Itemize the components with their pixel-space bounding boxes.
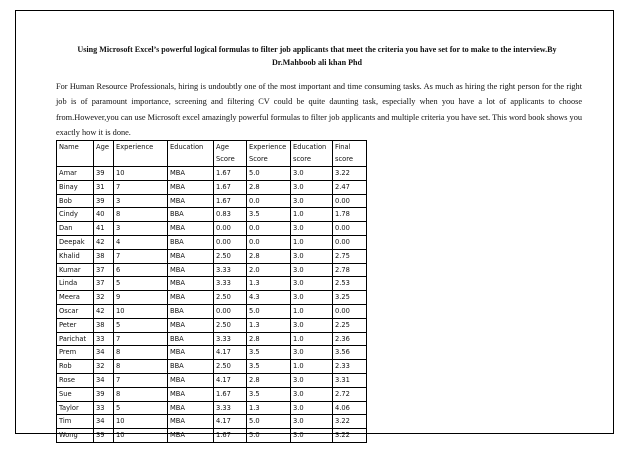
cell-age-score: 2.50 <box>214 318 247 332</box>
cell-education-score: 1.0 <box>291 332 333 346</box>
document-title: Using Microsoft Excel’s powerful logical formulas to filter job applicants that meet the criteria you have set for to make to the interview.By Dr.Mahboob ali khan Phd <box>77 45 557 67</box>
cell-experience-score: 3.5 <box>247 360 291 374</box>
cell-age-score: 0.00 <box>214 235 247 249</box>
cell-name: Oscar <box>57 304 94 318</box>
cell-age: 34 <box>94 415 114 429</box>
table-row <box>57 180 367 194</box>
cell-experience: 7 <box>114 249 168 263</box>
cell-age: 38 <box>94 249 114 263</box>
cell-name: Sue <box>57 387 94 401</box>
cell-experience-score: 5.0 <box>247 429 291 443</box>
cell-final-score: 3.22 <box>333 415 367 429</box>
cell-name: Binay <box>57 180 94 194</box>
header-name: Name <box>57 141 94 167</box>
table-row <box>57 318 367 332</box>
table-row <box>57 235 367 249</box>
cell-final-score: 2.47 <box>333 180 367 194</box>
header-education: Education <box>168 141 214 167</box>
cell-experience: 7 <box>114 180 168 194</box>
cell-final-score: 2.36 <box>333 332 367 346</box>
cell-experience-score: 5.0 <box>247 304 291 318</box>
cell-age-score: 0.83 <box>214 208 247 222</box>
cell-final-score: 2.75 <box>333 249 367 263</box>
cell-education: MBA <box>168 415 214 429</box>
cell-final-score: 1.78 <box>333 208 367 222</box>
cell-final-score: 4.06 <box>333 401 367 415</box>
table-row <box>57 332 367 346</box>
cell-name: Peter <box>57 318 94 332</box>
table-row <box>57 222 367 236</box>
cell-age: 39 <box>94 387 114 401</box>
cell-education-score: 3.0 <box>291 373 333 387</box>
cell-age-score: 2.50 <box>214 249 247 263</box>
cell-education-score: 3.0 <box>291 263 333 277</box>
cell-education: MBA <box>168 401 214 415</box>
cell-experience: 7 <box>114 332 168 346</box>
table-header-row <box>57 141 367 167</box>
cell-education-score: 3.0 <box>291 167 333 181</box>
cell-name: Taylor <box>57 401 94 415</box>
cell-education: MBA <box>168 222 214 236</box>
cell-age-score: 1.67 <box>214 194 247 208</box>
cell-name: Prem <box>57 346 94 360</box>
cell-name: Rose <box>57 373 94 387</box>
cell-experience-score: 5.0 <box>247 415 291 429</box>
cell-experience: 5 <box>114 401 168 415</box>
cell-age-score: 3.33 <box>214 332 247 346</box>
cell-experience-score: 0.0 <box>247 235 291 249</box>
cell-name: Linda <box>57 277 94 291</box>
cell-experience-score: 0.0 <box>247 222 291 236</box>
cell-final-score: 2.72 <box>333 387 367 401</box>
cell-education-score: 3.0 <box>291 291 333 305</box>
cell-experience-score: 4.3 <box>247 291 291 305</box>
table-row <box>57 277 367 291</box>
cell-age-score: 4.17 <box>214 415 247 429</box>
cell-experience-score: 2.8 <box>247 373 291 387</box>
cell-education-score: 3.0 <box>291 277 333 291</box>
cell-final-score: 3.22 <box>333 429 367 443</box>
cell-education-score: 3.0 <box>291 180 333 194</box>
cell-education: BBA <box>168 235 214 249</box>
cell-age-score: 3.33 <box>214 401 247 415</box>
cell-education: MBA <box>168 429 214 443</box>
cell-education: MBA <box>168 277 214 291</box>
cell-age: 33 <box>94 401 114 415</box>
cell-age: 37 <box>94 277 114 291</box>
cell-experience-score: 3.5 <box>247 346 291 360</box>
cell-education: BBA <box>168 332 214 346</box>
cell-education-score: 3.0 <box>291 318 333 332</box>
cell-experience: 5 <box>114 318 168 332</box>
cell-education: MBA <box>168 263 214 277</box>
cell-education-score: 3.0 <box>291 346 333 360</box>
header-age: Age <box>94 141 114 167</box>
cell-age: 34 <box>94 373 114 387</box>
table-row <box>57 249 367 263</box>
cell-name: Wong <box>57 429 94 443</box>
cell-age: 33 <box>94 332 114 346</box>
cell-age-score: 1.67 <box>214 387 247 401</box>
cell-name: Deepak <box>57 235 94 249</box>
cell-experience: 3 <box>114 194 168 208</box>
cell-age: 32 <box>94 360 114 374</box>
cell-experience: 10 <box>114 167 168 181</box>
cell-age: 32 <box>94 291 114 305</box>
cell-experience-score: 1.3 <box>247 318 291 332</box>
cell-experience-score: 2.0 <box>247 263 291 277</box>
cell-experience-score: 2.8 <box>247 180 291 194</box>
cell-experience-score: 3.5 <box>247 208 291 222</box>
cell-education-score: 1.0 <box>291 304 333 318</box>
cell-education: BBA <box>168 304 214 318</box>
cell-age: 41 <box>94 222 114 236</box>
table-row <box>57 401 367 415</box>
cell-experience: 8 <box>114 360 168 374</box>
header-experience-score: Experience Score <box>247 141 291 167</box>
cell-age-score: 2.50 <box>214 360 247 374</box>
table-row <box>57 360 367 374</box>
cell-education-score: 3.0 <box>291 194 333 208</box>
cell-experience: 3 <box>114 222 168 236</box>
cell-final-score: 0.00 <box>333 304 367 318</box>
cell-experience: 10 <box>114 429 168 443</box>
cell-name: Dan <box>57 222 94 236</box>
header-experience: Experience <box>114 141 168 167</box>
cell-name: Khalid <box>57 249 94 263</box>
cell-final-score: 3.25 <box>333 291 367 305</box>
cell-age: 39 <box>94 429 114 443</box>
table-row <box>57 291 367 305</box>
cell-experience-score: 5.0 <box>247 167 291 181</box>
table-body <box>57 167 367 443</box>
cell-age: 37 <box>94 263 114 277</box>
table-row <box>57 263 367 277</box>
cell-age: 38 <box>94 318 114 332</box>
applicants-table <box>56 140 367 443</box>
table-row <box>57 208 367 222</box>
cell-education-score: 3.0 <box>291 387 333 401</box>
table-row <box>57 387 367 401</box>
table-row <box>57 373 367 387</box>
cell-experience: 8 <box>114 387 168 401</box>
table-row <box>57 194 367 208</box>
cell-education-score: 3.0 <box>291 429 333 443</box>
cell-age: 31 <box>94 180 114 194</box>
cell-experience-score: 2.8 <box>247 249 291 263</box>
cell-age: 34 <box>94 346 114 360</box>
cell-name: Rob <box>57 360 94 374</box>
table-row <box>57 415 367 429</box>
cell-education-score: 3.0 <box>291 415 333 429</box>
cell-education: MBA <box>168 387 214 401</box>
cell-age-score: 1.67 <box>214 429 247 443</box>
cell-experience-score: 1.3 <box>247 401 291 415</box>
cell-age-score: 4.17 <box>214 373 247 387</box>
cell-age-score: 3.33 <box>214 263 247 277</box>
cell-education: MBA <box>168 346 214 360</box>
cell-age-score: 4.17 <box>214 346 247 360</box>
cell-education: MBA <box>168 291 214 305</box>
cell-education-score: 1.0 <box>291 360 333 374</box>
cell-experience: 8 <box>114 208 168 222</box>
cell-experience: 6 <box>114 263 168 277</box>
cell-education: BBA <box>168 360 214 374</box>
cell-education: MBA <box>168 194 214 208</box>
cell-education-score: 3.0 <box>291 222 333 236</box>
cell-final-score: 3.56 <box>333 346 367 360</box>
cell-age: 40 <box>94 208 114 222</box>
cell-education-score: 3.0 <box>291 401 333 415</box>
cell-final-score: 2.78 <box>333 263 367 277</box>
cell-experience: 10 <box>114 304 168 318</box>
table-row <box>57 346 367 360</box>
header-education-score: Education score <box>291 141 333 167</box>
cell-final-score: 2.25 <box>333 318 367 332</box>
cell-age-score: 0.00 <box>214 304 247 318</box>
cell-age-score: 3.33 <box>214 277 247 291</box>
cell-experience: 7 <box>114 373 168 387</box>
cell-final-score: 3.31 <box>333 373 367 387</box>
cell-age-score: 2.50 <box>214 291 247 305</box>
cell-education: MBA <box>168 249 214 263</box>
cell-final-score: 3.22 <box>333 167 367 181</box>
cell-age: 39 <box>94 194 114 208</box>
cell-experience-score: 3.5 <box>247 387 291 401</box>
cell-experience-score: 0.0 <box>247 194 291 208</box>
cell-experience: 10 <box>114 415 168 429</box>
cell-age: 39 <box>94 167 114 181</box>
table-row <box>57 167 367 181</box>
cell-age-score: 1.67 <box>214 167 247 181</box>
intro-paragraph: For Human Resource Professionals, hiring is undoubtly one of the most important and time consuming tasks. As much as hiring the right person for the right job is of paramount importance, screening and filtering CV could be quite daunting task, especially when you have a lot of applicants to choose from.However,you can use Microsoft excel amazingly powerful formulas to filter job applicants and multiple criteria you have set. This word book shows you exactly how it is done. <box>56 82 583 138</box>
cell-name: Parichat <box>57 332 94 346</box>
cell-education-score: 3.0 <box>291 249 333 263</box>
cell-experience-score: 2.8 <box>247 332 291 346</box>
cell-final-score: 2.33 <box>333 360 367 374</box>
cell-name: Kumar <box>57 263 94 277</box>
cell-education: MBA <box>168 180 214 194</box>
cell-education: MBA <box>168 167 214 181</box>
cell-name: Tim <box>57 415 94 429</box>
cell-experience: 8 <box>114 346 168 360</box>
cell-education-score: 1.0 <box>291 235 333 249</box>
cell-education: MBA <box>168 373 214 387</box>
header-final-score: Final score <box>333 141 367 167</box>
cell-name: Meera <box>57 291 94 305</box>
cell-final-score: 0.00 <box>333 194 367 208</box>
table-row <box>57 429 367 443</box>
cell-age-score: 1.67 <box>214 180 247 194</box>
header-age-score: Age Score <box>214 141 247 167</box>
cell-experience: 4 <box>114 235 168 249</box>
cell-final-score: 0.00 <box>333 235 367 249</box>
cell-name: Cindy <box>57 208 94 222</box>
cell-name: Bob <box>57 194 94 208</box>
cell-education: MBA <box>168 318 214 332</box>
cell-experience-score: 1.3 <box>247 277 291 291</box>
cell-experience: 9 <box>114 291 168 305</box>
cell-age-score: 0.00 <box>214 222 247 236</box>
cell-age: 42 <box>94 304 114 318</box>
table-row <box>57 304 367 318</box>
cell-education: BBA <box>168 208 214 222</box>
cell-experience: 5 <box>114 277 168 291</box>
cell-final-score: 2.53 <box>333 277 367 291</box>
cell-name: Amar <box>57 167 94 181</box>
cell-age: 42 <box>94 235 114 249</box>
cell-education-score: 1.0 <box>291 208 333 222</box>
cell-final-score: 0.00 <box>333 222 367 236</box>
